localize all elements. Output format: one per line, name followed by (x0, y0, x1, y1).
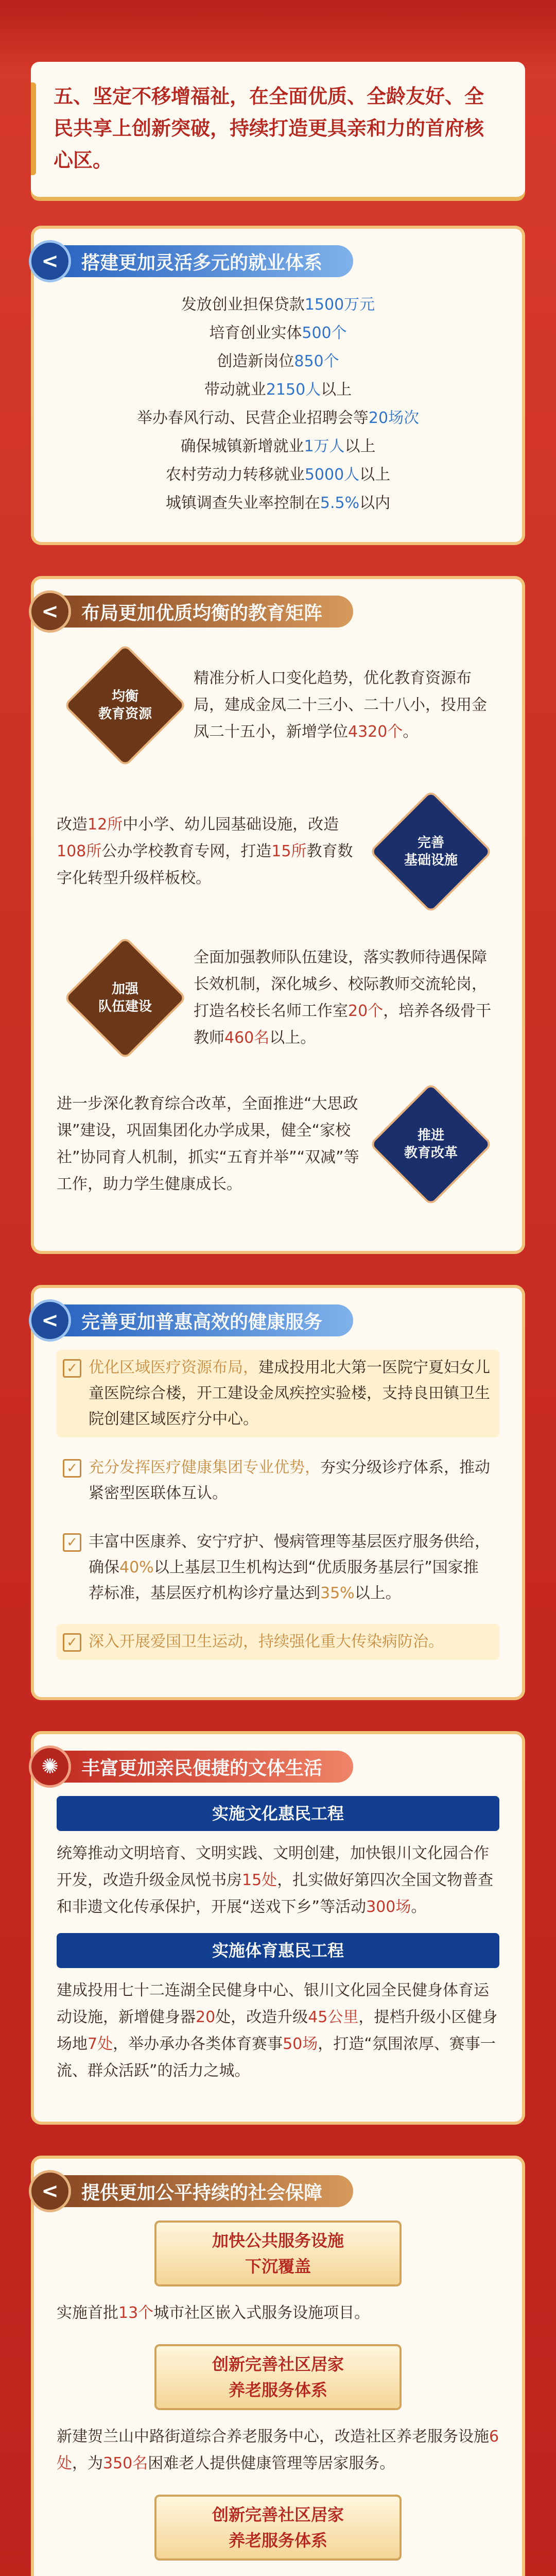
checkbox-icon: ✓ (63, 1459, 81, 1478)
section-title: 搭建更加灵活多元的就业体系 (62, 245, 353, 277)
social-text: 实施首批13个城市社区嵌入式服务设施项目。 (57, 2304, 370, 2322)
culture-block-title: 实施体育惠民工程 (57, 1933, 499, 1968)
section-culture (31, 1731, 525, 2125)
section-header (29, 240, 353, 282)
edu-row (57, 1080, 499, 1209)
section-header (29, 590, 353, 633)
social-label: 创新完善社区居家 养老服务体系 (154, 2495, 402, 2561)
edu-badge: 推进 教育改革 (369, 1082, 493, 1206)
health-text: 充分发挥医疗健康集团专业优势，夯实分级诊疗体系，推动紧密型医联体互认。 (89, 1459, 490, 1502)
culture-block-text: 建成投用七十二连湖全民健身中心、银川文化园全民健身体育运动设施，新增健身器20处，改造升级45公里，提档升级小区健身场地7处，举办承办各类体育赛事50场，打造“氛围浓厚、赛事一流、群众活跃”的活力之城。 (57, 1981, 498, 2080)
list-item: 发放创业担保贷款1500万元 (181, 296, 375, 314)
section-header (29, 2170, 353, 2212)
share-icon: < (29, 240, 71, 282)
health-item (57, 1524, 499, 1612)
section-social (31, 2156, 525, 2576)
edu-badge: 加强 队伍建设 (63, 936, 187, 1060)
health-text: 优化区域医疗资源布局，建成投用北大第一医院宁夏妇女儿童医院综合楼，开工建设金凤疾控实验楼，支持良田镇卫生院创建区域医疗分中心。 (89, 1359, 490, 1428)
edu-row (57, 934, 499, 1062)
edu-row (57, 641, 499, 770)
section-header (29, 1299, 353, 1342)
health-item (57, 1350, 499, 1437)
section-title: 完善更加普惠高效的健康服务 (62, 1304, 353, 1336)
edu-text: 进一步深化教育综合改革，全面推进“大思政课”建设，巩固集团化办学成果，健全“家校社”协同育人机制，抓实“五育并举”“双减”等工作，助力学生健康成长。 (57, 1095, 359, 1193)
edu-row (57, 787, 499, 916)
list-item: 农村劳动力转移就业5000人以上 (165, 466, 391, 484)
share-icon: < (29, 1299, 71, 1342)
section-title: 丰富更加亲民便捷的文体生活 (62, 1751, 353, 1783)
health-text: 丰富中医康养、安宁疗护、慢病管理等基层医疗服务供给，确保40%以上基层卫生机构达到“优质服务基层行”国家推荐标准，基层医疗机构诊疗量达到35%以上。 (89, 1533, 490, 1602)
employment-list (57, 291, 499, 517)
edu-text: 全面加强教师队伍建设，落实教师待遇保障长效机制，深化城乡、校际教师交流轮岗，打造名校长名师工作室20个，培养各级骨干教师460名以上。 (194, 948, 492, 1047)
social-text (57, 2574, 499, 2576)
heading-card (31, 62, 525, 197)
accent-bar (31, 82, 36, 175)
social-text: 新建贺兰山中路街道综合养老服务中心，改造社区养老服务设施6处，为350名困难老人提供健康管理等居家服务。 (57, 2428, 499, 2472)
culture-block-title: 实施文化惠民工程 (57, 1796, 499, 1831)
sun-icon: ✺ (29, 1745, 71, 1788)
checkbox-icon: ✓ (63, 1633, 81, 1652)
list-item: 城镇调查失业率控制在5.5%以内 (165, 494, 391, 512)
list-item: 培育创业实体500个 (209, 324, 347, 342)
heading-text: 五、坚定不移增福祉，在全面优质、全龄友好、全民共享上创新突破，持续打造更具亲和力的首府核心区。 (54, 85, 484, 172)
share-icon: < (29, 590, 71, 633)
health-text: 深入开展爱国卫生运动，持续强化重大传染病防治。 (89, 1633, 444, 1651)
section-education (31, 576, 525, 1254)
edu-text: 精准分析人口变化趋势，优化教育资源布局，建成金凤二十三小、二十八小，投用金凤二十五小，新增学位4320个。 (194, 669, 487, 741)
section-title: 布局更加优质均衡的教育矩阵 (62, 596, 353, 628)
social-label: 创新完善社区居家 养老服务体系 (154, 2344, 402, 2410)
section-header (29, 1745, 353, 1788)
edu-badge: 均衡 教育资源 (63, 643, 187, 767)
share-icon: < (29, 2170, 71, 2212)
list-item: 举办春风行动、民营企业招聘会等20场次 (136, 409, 420, 427)
culture-block-text: 统筹推动文明培育、文明实践、文明创建，加快银川文化园合作开发，改造升级金凤悦书房15处，扎实做好第四次全国文物普查和非遗文化传承保护，开展“送戏下乡”等活动300场。 (57, 1844, 494, 1916)
checkbox-icon: ✓ (63, 1533, 81, 1552)
section-title: 提供更加公平持续的社会保障 (62, 2175, 353, 2207)
edu-badge: 完善 基础设施 (369, 790, 493, 913)
checkbox-icon: ✓ (63, 1359, 81, 1378)
section-employment (31, 226, 525, 545)
section-health (31, 1285, 525, 1700)
social-label: 加快公共服务设施 下沉覆盖 (154, 2221, 402, 2286)
edu-text: 改造12所中小学、幼儿园基础设施，改造108所公办学校教育专网，打造15所教育数字化转型升级样板校。 (57, 816, 353, 887)
health-item (57, 1450, 499, 1512)
list-item: 带动就业2150人以上 (204, 381, 352, 399)
list-item: 创造新岗位850个 (217, 352, 339, 370)
list-item: 确保城镇新增就业1万人以上 (180, 437, 376, 455)
health-item (57, 1624, 499, 1660)
